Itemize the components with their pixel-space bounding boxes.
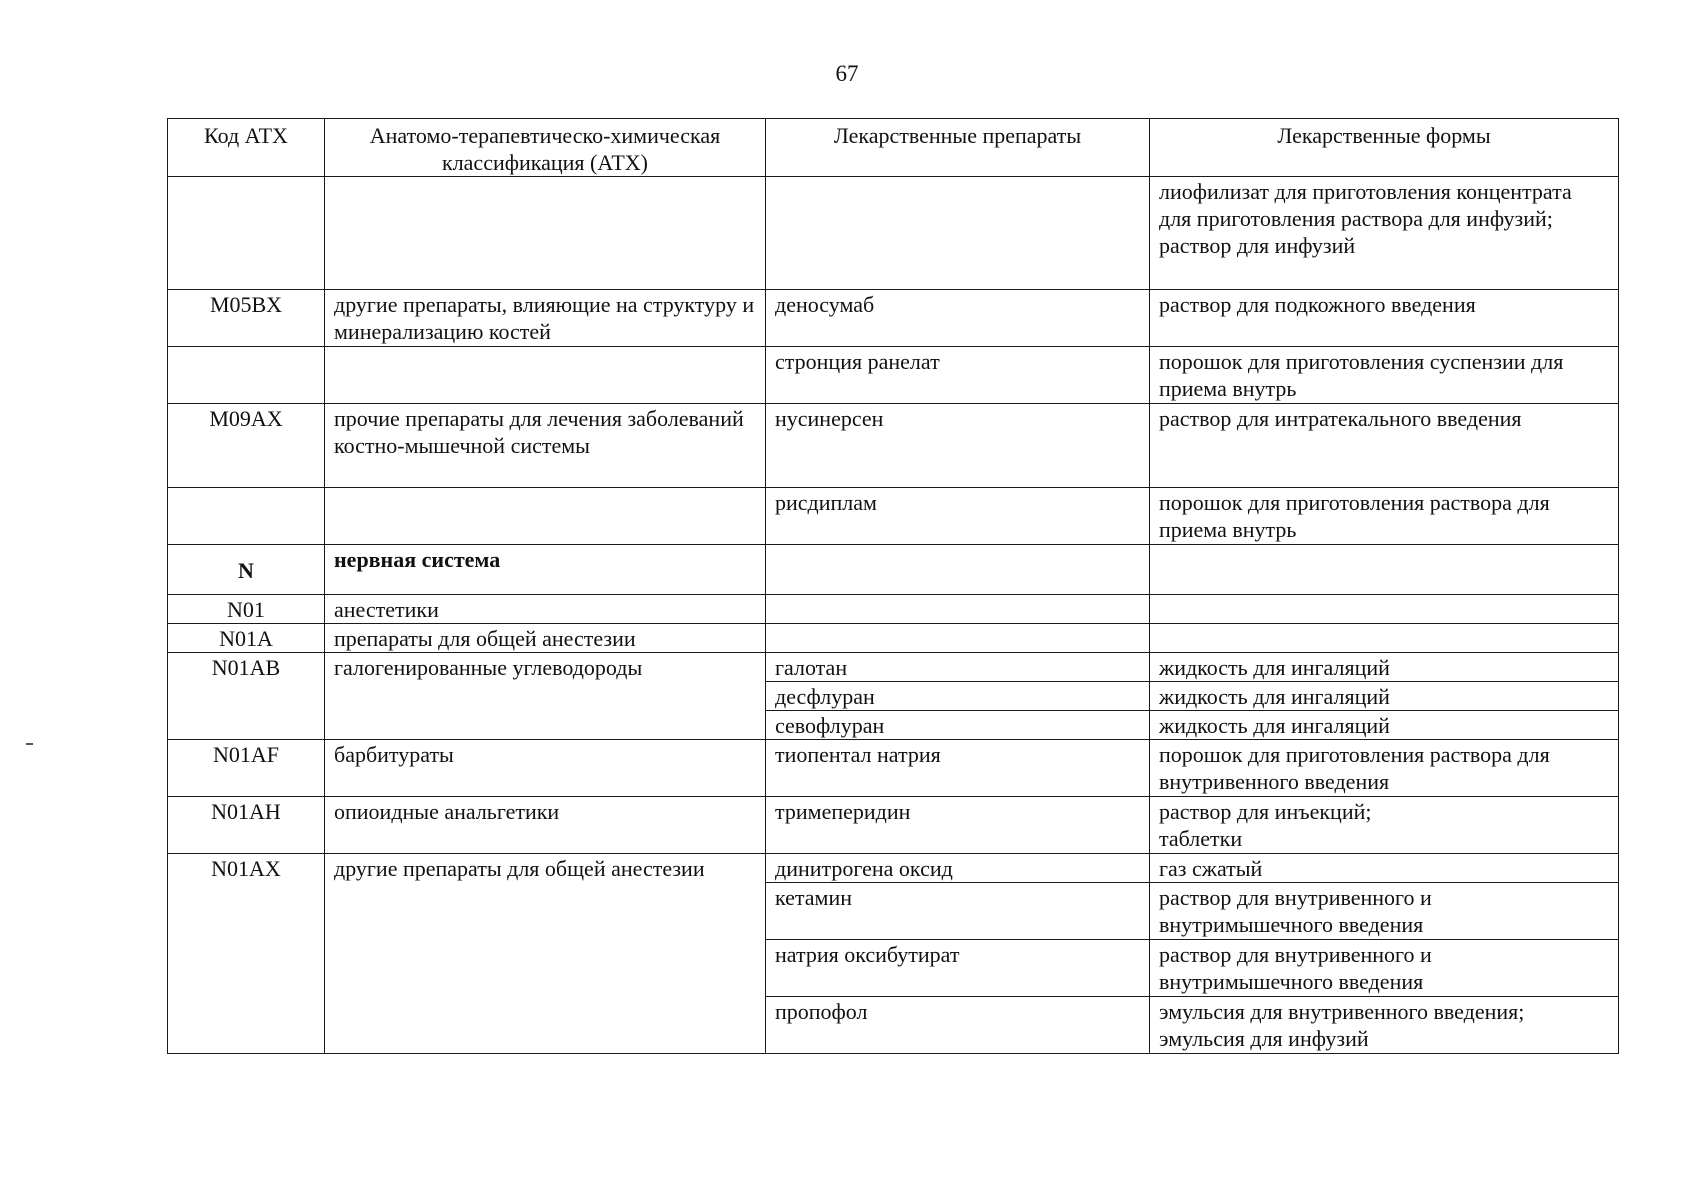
cell-drug: рисдиплам [766, 488, 1150, 545]
cell-classification: галогенированные углеводороды [325, 653, 766, 740]
cell-classification [325, 177, 766, 290]
cell-form: лиофилизат для приготовления концентрата для приготовления раствора для инфузий; раствор для инфузий [1150, 177, 1619, 290]
table-row [168, 854, 1619, 883]
cell-drug: стронция ранелат [766, 347, 1150, 404]
cell-drug: пропофол [766, 997, 1150, 1054]
table-row [168, 624, 1619, 653]
table-row [168, 653, 1619, 682]
scan-mark [26, 743, 33, 745]
table-row [168, 797, 1619, 854]
cell-drug: деносумаб [766, 290, 1150, 347]
cell-classification: опиоидные анальгетики [325, 797, 766, 854]
cell-code: N01AF [168, 740, 325, 797]
cell-form [1150, 595, 1619, 624]
cell-code [168, 488, 325, 545]
cell-code: N [168, 545, 325, 595]
cell-code: N01AH [168, 797, 325, 854]
header-forms: Лекарственные формы [1150, 119, 1619, 177]
cell-drug: галотан [766, 653, 1150, 682]
header-drugs: Лекарственные препараты [766, 119, 1150, 177]
cell-form: порошок для приготовления раствора для внутривенного введения [1150, 740, 1619, 797]
cell-drug: тиопентал натрия [766, 740, 1150, 797]
table-row [168, 545, 1619, 595]
cell-drug: натрия оксибутират [766, 940, 1150, 997]
cell-form [1150, 624, 1619, 653]
cell-code: N01 [168, 595, 325, 624]
table-row [168, 740, 1619, 797]
cell-drug: динитрогена оксид [766, 854, 1150, 883]
cell-form: жидкость для ингаляций [1150, 711, 1619, 740]
cell-form: жидкость для ингаляций [1150, 653, 1619, 682]
cell-classification [325, 488, 766, 545]
cell-drug [766, 595, 1150, 624]
cell-form: раствор для внутривенного и внутримышечного введения [1150, 883, 1619, 940]
cell-code: N01A [168, 624, 325, 653]
cell-form: порошок для приготовления суспензии для приема внутрь [1150, 347, 1619, 404]
table-row [168, 404, 1619, 488]
cell-code: N01AB [168, 653, 325, 740]
cell-form: жидкость для ингаляций [1150, 682, 1619, 711]
cell-classification: другие препараты для общей анестезии [325, 854, 766, 1054]
cell-classification: нервная система [325, 545, 766, 595]
cell-form [1150, 545, 1619, 595]
cell-classification: барбитураты [325, 740, 766, 797]
cell-drug [766, 177, 1150, 290]
cell-drug: кетамин [766, 883, 1150, 940]
cell-classification: препараты для общей анестезии [325, 624, 766, 653]
cell-code: M09AX [168, 404, 325, 488]
cell-form: раствор для инъекций; таблетки [1150, 797, 1619, 854]
cell-code [168, 177, 325, 290]
cell-form: газ сжатый [1150, 854, 1619, 883]
table-row [168, 177, 1619, 290]
cell-form: раствор для внутривенного и внутримышечного введения [1150, 940, 1619, 997]
cell-drug [766, 624, 1150, 653]
cell-drug: нусинерсен [766, 404, 1150, 488]
header-code: Код АТХ [168, 119, 325, 177]
table-row [168, 595, 1619, 624]
page-number: 67 [835, 61, 859, 86]
cell-form: раствор для подкожного введения [1150, 290, 1619, 347]
cell-code [168, 347, 325, 404]
cell-classification: прочие препараты для лечения заболеваний костно-мышечной системы [325, 404, 766, 488]
table-row [168, 488, 1619, 545]
header-classification: Анатомо-терапевтическо-химическая классификация (АТХ) [325, 119, 766, 177]
cell-form: раствор для интратекального введения [1150, 404, 1619, 488]
cell-code: N01AX [168, 854, 325, 1054]
cell-drug: тримеперидин [766, 797, 1150, 854]
cell-classification: другие препараты, влияющие на структуру и минерализацию костей [325, 290, 766, 347]
cell-form: эмульсия для внутривенного введения; эмульсия для инфузий [1150, 997, 1619, 1054]
cell-drug: десфлуран [766, 682, 1150, 711]
cell-classification [325, 347, 766, 404]
cell-form: порошок для приготовления раствора для приема внутрь [1150, 488, 1619, 545]
cell-drug [766, 545, 1150, 595]
cell-classification: анестетики [325, 595, 766, 624]
table-header-row [168, 119, 1619, 177]
cell-drug: севофлуран [766, 711, 1150, 740]
table-row [168, 347, 1619, 404]
cell-code: M05BX [168, 290, 325, 347]
atc-table [167, 118, 1619, 1054]
table-row [168, 290, 1619, 347]
